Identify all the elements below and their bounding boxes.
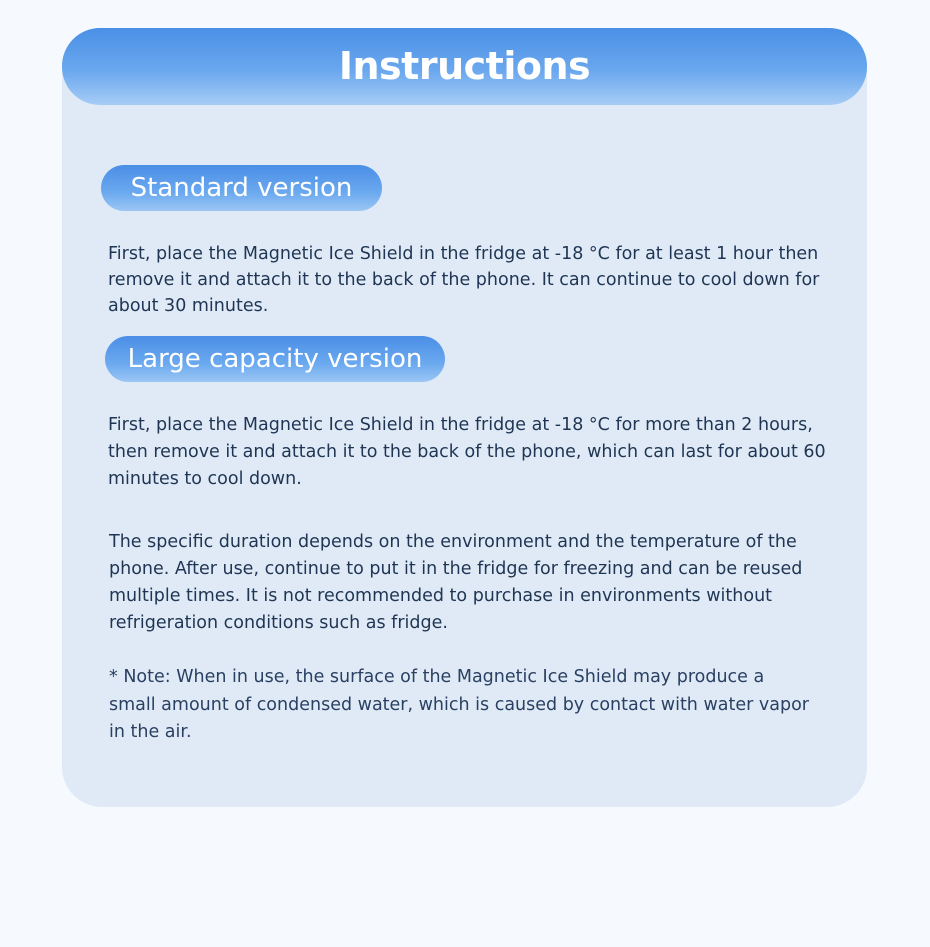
instructions-card xyxy=(62,28,867,807)
standard-version-badge: Standard version xyxy=(101,165,382,211)
instructions-header xyxy=(62,28,867,105)
duration-paragraph: The specific duration depends on the environment and the temperature of the phone. After use, continue to put it in the fridge for freezing and can be reused multiple times. It is not recommended to purchase in environments without refrigeration conditions such as fridge. xyxy=(109,532,803,633)
large-capacity-version-text: First, place the Magnetic Ice Shield in the fridge at -18 °C for more than 2 hours, then remove it and attach it to the back of the phone, which can last for about 60 minutes to cool down. xyxy=(108,415,826,489)
large-capacity-version-badge: Large capacity version xyxy=(105,336,445,382)
page-title: Instructions xyxy=(338,43,591,88)
standard-version-text: First, place the Magnetic Ice Shield in the fridge at -18 °C for at least 1 hour then remove it and attach it to the back of the phone. It can continue to cool down for about 30 minutes. xyxy=(108,244,820,316)
note-paragraph: * Note: When in use, the surface of the Magnetic Ice Shield may produce a small amount of condensed water, which is caused by contact with water vapor in the air. xyxy=(109,667,809,742)
